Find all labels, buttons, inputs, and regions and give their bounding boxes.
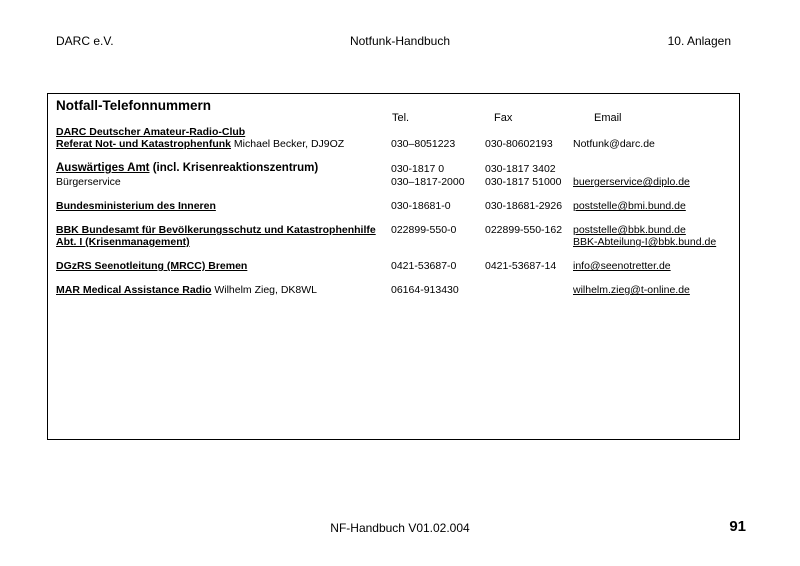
org-referat: Referat Not- und Katastrophenfunk: [56, 138, 232, 150]
org-bbk-abt1: Abt. I (Krisenmanagement): [56, 236, 190, 248]
footer-doc-version: NF-Handbuch V01.02.004: [330, 521, 470, 535]
tel-mar: 06164-913430: [391, 284, 459, 296]
org-aa-krz: Krisenreaktionszentrum): [179, 162, 319, 174]
email-referat[interactable]: Notfunk@darc.de: [573, 138, 655, 150]
col-header-email: Email: [594, 112, 622, 124]
row-aa: [56, 162, 318, 174]
tel-bmi: 030-18681-0: [391, 200, 451, 212]
org-dgzrs: DGzRS Seenotleitung (MRCC) Bremen: [56, 260, 248, 272]
header-title: Notfunk-Handbuch: [349, 34, 451, 48]
tel-buergerservice: 030–1817-2000: [391, 176, 465, 188]
row-referat: [56, 138, 344, 150]
org-bmi: Bundesministerium des Inneren: [56, 200, 216, 212]
org-mar: MAR Medical Assistance Radio: [56, 284, 212, 296]
col-header-fax: Fax: [494, 112, 513, 124]
tel-bbk: 022899-550-0: [391, 224, 457, 236]
tel-referat: 030–8051223: [391, 138, 456, 150]
fax-bmi: 030-18681-2926: [485, 200, 563, 212]
email-dgzrs[interactable]: info@seenotretter.de: [573, 260, 671, 272]
fax-bbk: 022899-550-162: [485, 224, 563, 236]
fax-referat: 030-80602193: [485, 138, 553, 150]
org-aa-incl: (incl.: [149, 162, 180, 174]
person-mar: Wilhelm Zieg, DK8WL: [211, 284, 318, 296]
email-buergerservice[interactable]: buergerservice@diplo.de: [573, 176, 690, 188]
org-buergerservice: Bürgerservice: [56, 176, 121, 188]
row-mar: [56, 284, 317, 296]
email-bmi[interactable]: poststelle@bmi.bund.de: [573, 200, 686, 212]
org-aa: Auswärtiges Amt: [56, 162, 150, 174]
email-mar[interactable]: wilhelm.zieg@t-online.de: [573, 284, 690, 296]
tel-aa: 030-1817 0: [391, 163, 445, 175]
page-number: 91: [729, 518, 746, 535]
header-chapter: 10. Anlagen: [667, 34, 731, 48]
email-bbk-abt1[interactable]: BBK-Abteilung-I@bbk.bund.de: [573, 236, 717, 248]
org-darc: DARC Deutscher Amateur-Radio-Club: [56, 126, 246, 138]
email-bbk[interactable]: poststelle@bbk.bund.de: [573, 224, 686, 236]
fax-buergerservice: 030-1817 51000: [485, 176, 562, 188]
header-org: DARC e.V.: [56, 34, 114, 48]
fax-aa: 030-1817 3402: [485, 163, 556, 175]
emergency-phone-box: [47, 93, 740, 440]
tel-dgzrs: 0421-53687-0: [391, 260, 457, 272]
fax-dgzrs: 0421-53687-14: [485, 260, 557, 272]
col-header-tel: Tel.: [392, 112, 410, 124]
org-bbk: BBK Bundesamt für Bevölkerungsschutz und Katastrophenhilfe: [56, 224, 376, 236]
box-title: Notfall-Telefonnummern: [56, 98, 211, 113]
person-referat: Michael Becker, DJ9OZ: [231, 138, 345, 150]
